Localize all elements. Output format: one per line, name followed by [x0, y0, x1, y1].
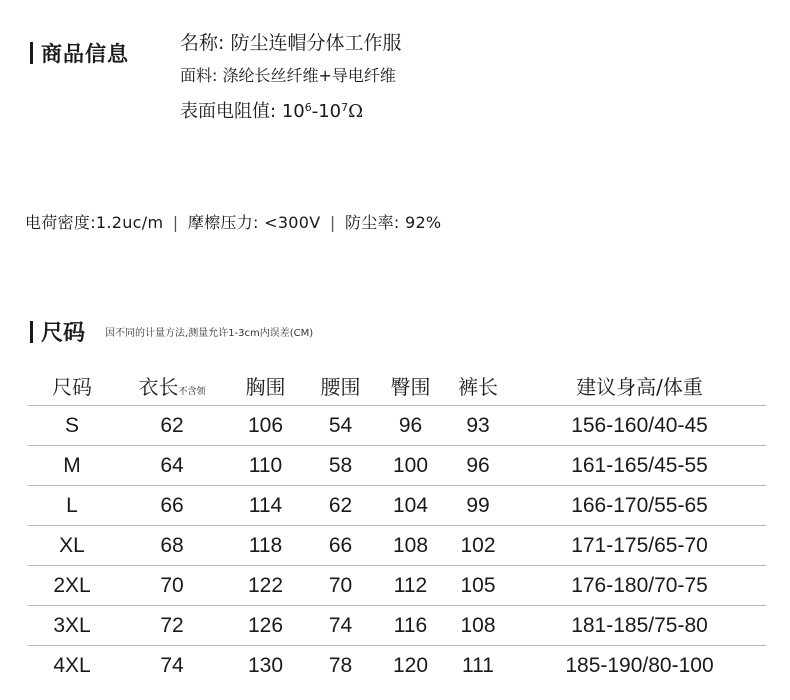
- header-pants-length: 裤长: [443, 365, 513, 406]
- table-row: [28, 646, 766, 686]
- cell-length: 68: [116, 526, 228, 566]
- cell-height-weight: 185-190/80-100: [565, 653, 714, 677]
- product-info-lines: [180, 34, 401, 121]
- resistance-exponent-1: 6: [304, 101, 312, 114]
- cell-waist: 54: [303, 406, 378, 446]
- charge-density: 电荷密度:1.2uc/m: [25, 213, 164, 232]
- header-recommended: 建议身高/体重: [513, 365, 766, 406]
- product-name-value: 防尘连帽分体工作服: [230, 32, 402, 54]
- fabric-value: 涤纶长丝纤维+导电纤维: [222, 66, 396, 85]
- table-header-row: [28, 365, 766, 406]
- table-row: [28, 486, 766, 526]
- cell-chest: 122: [228, 566, 303, 606]
- spec-separator: |: [172, 213, 179, 232]
- cell-chest: 130: [247, 653, 284, 677]
- resistance-dash: -: [311, 101, 319, 122]
- cell-waist: 78: [328, 653, 353, 677]
- friction-pressure: 摩檫压力: <300V: [187, 213, 321, 232]
- cell-size: XL: [28, 526, 116, 566]
- cell-pants: 96: [443, 446, 513, 486]
- cell-size: 3XL: [28, 606, 116, 646]
- cell-waist: 58: [303, 446, 378, 486]
- cell-size: L: [28, 486, 116, 526]
- product-info-header: [30, 38, 129, 68]
- cell-hip: 112: [378, 566, 443, 606]
- table-row: [28, 446, 766, 486]
- header-length: [116, 365, 228, 406]
- header-length-note: 不含领: [178, 386, 206, 397]
- cell-size: 2XL: [28, 566, 116, 606]
- resistance-base-2: 10: [318, 101, 342, 122]
- cell-waist: 62: [303, 486, 378, 526]
- cell-waist: 74: [303, 606, 378, 646]
- table-row: [28, 566, 766, 606]
- cell-size: 4XL: [53, 653, 91, 677]
- size-section-title: 尺码: [41, 321, 86, 346]
- cell-size: M: [28, 446, 116, 486]
- cell-chest: 106: [228, 406, 303, 446]
- header-size: 尺码: [28, 365, 116, 406]
- cell-waist: 70: [303, 566, 378, 606]
- cell-height-weight: 166-170/55-65: [513, 486, 766, 526]
- cell-hip: 96: [378, 406, 443, 446]
- size-table: [28, 365, 766, 685]
- cell-hip: 100: [378, 446, 443, 486]
- table-row: [28, 526, 766, 566]
- cell-length: 62: [116, 406, 228, 446]
- table-row: [28, 406, 766, 446]
- cell-length: 72: [116, 606, 228, 646]
- section-marker-bar: [30, 42, 33, 64]
- header-waist: 腰围: [303, 365, 378, 406]
- cell-chest: 118: [228, 526, 303, 566]
- cell-hip: 104: [378, 486, 443, 526]
- product-name-line: [180, 34, 401, 53]
- cell-hip: 120: [392, 653, 429, 677]
- table-row: [28, 606, 766, 646]
- cell-waist: 66: [303, 526, 378, 566]
- cell-pants: 102: [443, 526, 513, 566]
- cell-pants: 108: [443, 606, 513, 646]
- cell-hip: 116: [378, 606, 443, 646]
- spec-separator: |: [329, 213, 336, 232]
- header-hip: 臀围: [378, 365, 443, 406]
- resistance-line: [180, 102, 401, 121]
- measurement-note: 因不同的计量方法,测量允许1-3cm内误差(CM): [105, 328, 314, 339]
- cell-hip: 108: [378, 526, 443, 566]
- cell-height-weight: 171-175/65-70: [513, 526, 766, 566]
- dustproof-rate: 防尘率: 92%: [345, 213, 442, 232]
- cell-chest: 126: [228, 606, 303, 646]
- fabric-line: [180, 68, 401, 84]
- resistance-exponent-2: 7: [341, 101, 349, 114]
- cell-height-weight: 181-185/75-80: [513, 606, 766, 646]
- cell-length: 66: [116, 486, 228, 526]
- header-chest: 胸围: [228, 365, 303, 406]
- header-length-label: 衣长: [138, 374, 179, 399]
- cell-pants: 105: [443, 566, 513, 606]
- size-section-header: [30, 316, 313, 347]
- cell-height-weight: 161-165/45-55: [513, 446, 766, 486]
- cell-chest: 114: [228, 486, 303, 526]
- cell-length: 74: [160, 653, 184, 677]
- section-marker-bar: [30, 321, 33, 343]
- product-name-label: 名称:: [180, 32, 225, 54]
- ohm-unit: Ω: [348, 101, 364, 122]
- cell-pants: 99: [443, 486, 513, 526]
- fabric-label: 面料:: [180, 66, 218, 85]
- resistance-base-1: 10: [281, 101, 305, 122]
- cell-pants: 93: [443, 406, 513, 446]
- spec-line: [25, 210, 441, 233]
- cell-length: 70: [116, 566, 228, 606]
- cell-size: S: [28, 406, 116, 446]
- cell-chest: 110: [228, 446, 303, 486]
- resistance-label: 表面电阻值:: [180, 101, 277, 122]
- cell-height-weight: 176-180/70-75: [513, 566, 766, 606]
- cell-height-weight: 156-160/40-45: [513, 406, 766, 446]
- product-info-title: 商品信息: [41, 42, 129, 66]
- cell-pants: 111: [462, 653, 494, 677]
- cell-length: 64: [116, 446, 228, 486]
